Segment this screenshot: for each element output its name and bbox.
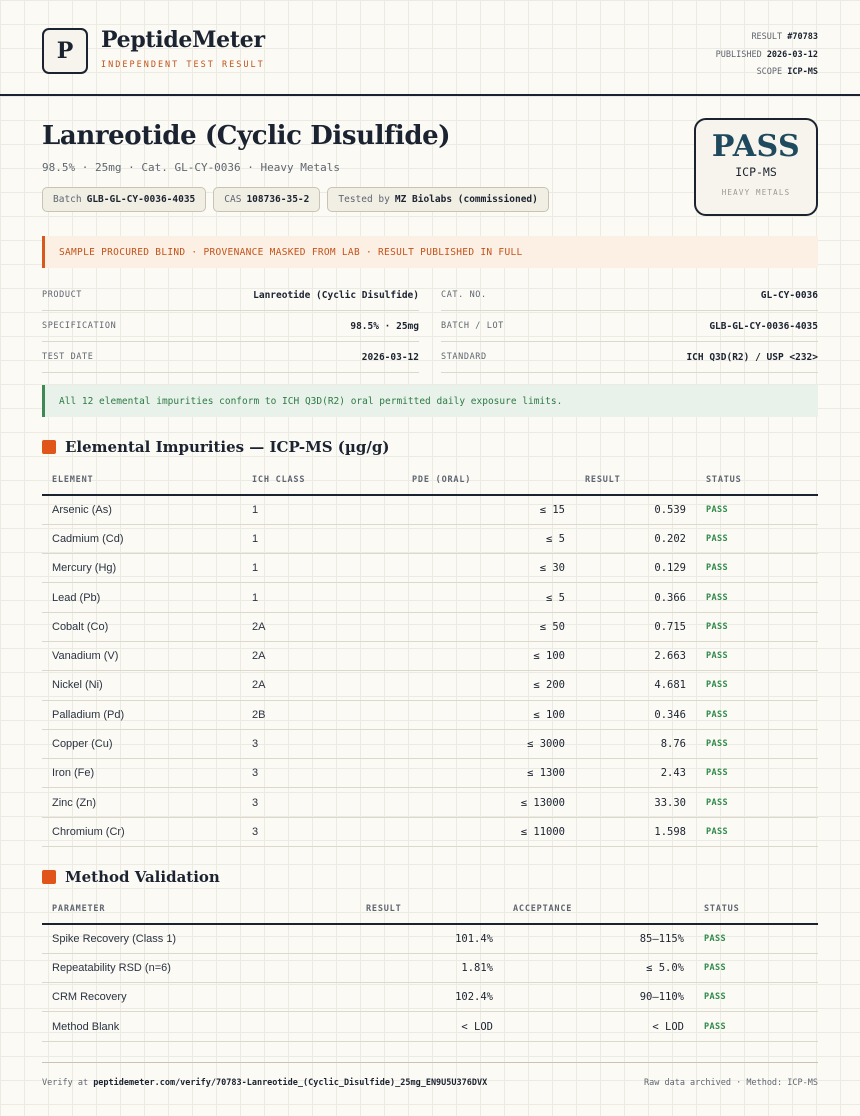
pde-limit: ≤ 100 bbox=[402, 641, 575, 670]
status-badge: PASS bbox=[696, 641, 818, 670]
result-value: 0.715 bbox=[575, 612, 696, 641]
table-header-row bbox=[42, 466, 818, 495]
verify-line: Verify at peptidemeter.com/verify/70783-Lanreotide_(Cyclic_Disulfide)_25mg_EN9U5U376DVX bbox=[42, 1077, 488, 1088]
column-header: RESULT bbox=[575, 466, 696, 495]
info-row: BATCH / LOT GLB-GL-CY-0036-4035 bbox=[441, 311, 818, 342]
pde-limit: ≤ 200 bbox=[402, 671, 575, 700]
validation-table bbox=[42, 895, 818, 1042]
status-badge: PASS bbox=[696, 524, 818, 553]
validation-title: Method Validation bbox=[65, 868, 220, 886]
info-right-column bbox=[441, 280, 818, 373]
ich-class: 2A bbox=[242, 671, 402, 700]
logo-mark: P bbox=[42, 28, 88, 74]
result-value: 33.30 bbox=[575, 788, 696, 817]
column-header: PARAMETER bbox=[42, 895, 356, 924]
result-value: 2.663 bbox=[575, 641, 696, 670]
element-name: Palladium (Pd) bbox=[42, 700, 242, 729]
pde-limit: ≤ 13000 bbox=[402, 788, 575, 817]
info-row: TEST DATE 2026-03-12 bbox=[42, 342, 419, 373]
tested-by-chip: Tested by MZ Biolabs (commissioned) bbox=[327, 187, 548, 212]
pde-limit: ≤ 1300 bbox=[402, 759, 575, 788]
status-badge: PASS bbox=[694, 924, 818, 953]
info-left-column bbox=[42, 280, 419, 373]
ich-class: 3 bbox=[242, 729, 402, 758]
section-marker-icon bbox=[42, 440, 56, 454]
ich-class: 1 bbox=[242, 583, 402, 612]
result-value: 4.681 bbox=[575, 671, 696, 700]
acceptance-range: ≤ 5.0% bbox=[503, 953, 694, 982]
status-badge: PASS bbox=[696, 759, 818, 788]
result-value: 8.76 bbox=[575, 729, 696, 758]
status-badge: PASS bbox=[696, 729, 818, 758]
element-name: Cadmium (Cd) bbox=[42, 524, 242, 553]
pde-limit: ≤ 5 bbox=[402, 583, 575, 612]
ich-class: 2A bbox=[242, 612, 402, 641]
pde-limit: ≤ 5 bbox=[402, 524, 575, 553]
status-badge: PASS bbox=[696, 671, 818, 700]
table-row bbox=[42, 788, 818, 817]
column-header: PDE (ORAL) bbox=[402, 466, 575, 495]
table-row bbox=[42, 671, 818, 700]
column-header: ACCEPTANCE bbox=[503, 895, 694, 924]
element-name: Arsenic (As) bbox=[42, 495, 242, 524]
info-row: PRODUCT Lanreotide (Cyclic Disulfide) bbox=[42, 280, 419, 311]
ich-class: 3 bbox=[242, 817, 402, 846]
table-row bbox=[42, 983, 818, 1012]
column-header: STATUS bbox=[696, 466, 818, 495]
product-title: Lanreotide (Cyclic Disulfide) bbox=[42, 121, 451, 151]
pde-limit: ≤ 15 bbox=[402, 495, 575, 524]
result-value: 2.43 bbox=[575, 759, 696, 788]
impurities-table bbox=[42, 466, 818, 847]
pde-limit: ≤ 30 bbox=[402, 554, 575, 583]
parameter-name: Method Blank bbox=[42, 1012, 356, 1041]
info-row: SPECIFICATION 98.5% · 25mg bbox=[42, 311, 419, 342]
table-row bbox=[42, 495, 818, 524]
ich-class: 1 bbox=[242, 495, 402, 524]
cas-chip: CAS 108736-35-2 bbox=[213, 187, 320, 212]
pde-limit: ≤ 100 bbox=[402, 700, 575, 729]
ich-class: 1 bbox=[242, 524, 402, 553]
brand-tagline: INDEPENDENT TEST RESULT bbox=[101, 60, 265, 70]
result-value: < LOD bbox=[356, 1012, 503, 1041]
column-header: ICH CLASS bbox=[242, 466, 402, 495]
impurities-section-header bbox=[42, 438, 389, 456]
table-header-row bbox=[42, 895, 818, 924]
stamp-method: ICP-MS bbox=[735, 165, 777, 179]
column-header: RESULT bbox=[356, 895, 503, 924]
table-row bbox=[42, 759, 818, 788]
archive-note: Raw data archived · Method: ICP-MS bbox=[644, 1077, 818, 1088]
column-header: STATUS bbox=[694, 895, 818, 924]
element-name: Chromium (Cr) bbox=[42, 817, 242, 846]
status-badge: PASS bbox=[694, 953, 818, 982]
parameter-name: CRM Recovery bbox=[42, 983, 356, 1012]
report-header bbox=[0, 0, 860, 96]
ich-class: 2A bbox=[242, 641, 402, 670]
table-row bbox=[42, 924, 818, 953]
element-name: Mercury (Hg) bbox=[42, 554, 242, 583]
report-meta bbox=[716, 29, 818, 82]
result-value: 0.539 bbox=[575, 495, 696, 524]
acceptance-range: < LOD bbox=[503, 1012, 694, 1041]
element-name: Copper (Cu) bbox=[42, 729, 242, 758]
result-value: 1.598 bbox=[575, 817, 696, 846]
stamp-panel: HEAVY METALS bbox=[721, 188, 791, 197]
impurities-title: Elemental Impurities — ICP-MS (µg/g) bbox=[65, 438, 390, 456]
ich-class: 1 bbox=[242, 554, 402, 583]
stamp-verdict: PASS bbox=[711, 129, 801, 164]
pass-stamp bbox=[694, 118, 818, 216]
scope: SCOPE ICP-MS bbox=[756, 67, 818, 77]
table-row bbox=[42, 729, 818, 758]
ich-class: 3 bbox=[242, 759, 402, 788]
batch-chip: Batch GLB-GL-CY-0036-4035 bbox=[42, 187, 206, 212]
status-badge: PASS bbox=[696, 817, 818, 846]
status-badge: PASS bbox=[694, 983, 818, 1012]
pde-limit: ≤ 3000 bbox=[402, 729, 575, 758]
table-row bbox=[42, 700, 818, 729]
element-name: Zinc (Zn) bbox=[42, 788, 242, 817]
published-date: PUBLISHED 2026-03-12 bbox=[715, 49, 818, 60]
table-row bbox=[42, 817, 818, 846]
result-value: 1.81% bbox=[356, 953, 503, 982]
result-value: 0.346 bbox=[575, 700, 696, 729]
ich-class: 3 bbox=[242, 788, 402, 817]
validation-table-body bbox=[42, 924, 818, 1041]
table-row bbox=[42, 953, 818, 982]
result-value: 102.4% bbox=[356, 983, 503, 1012]
validation-section-header bbox=[42, 868, 220, 886]
report-footer bbox=[42, 1062, 818, 1102]
status-badge: PASS bbox=[696, 583, 818, 612]
parameter-name: Repeatability RSD (n=6) bbox=[42, 953, 356, 982]
status-badge: PASS bbox=[696, 788, 818, 817]
status-badge: PASS bbox=[696, 612, 818, 641]
section-marker-icon bbox=[42, 870, 56, 884]
result-value: 0.366 bbox=[575, 583, 696, 612]
element-name: Nickel (Ni) bbox=[42, 671, 242, 700]
info-row: CAT. NO. GL-CY-0036 bbox=[441, 280, 818, 311]
conformance-banner: All 12 elemental impurities conform to ICH Q3D(R2) oral permitted daily exposure limits. bbox=[42, 385, 818, 417]
ich-class: 2B bbox=[242, 700, 402, 729]
pde-limit: ≤ 11000 bbox=[402, 817, 575, 846]
acceptance-range: 90–110% bbox=[503, 983, 694, 1012]
table-row bbox=[42, 524, 818, 553]
element-name: Lead (Pb) bbox=[42, 583, 242, 612]
result-value: 0.202 bbox=[575, 524, 696, 553]
product-subtitle: 98.5% · 25mg · Cat. GL-CY-0036 · Heavy Metals bbox=[42, 161, 341, 174]
status-badge: PASS bbox=[694, 1012, 818, 1041]
product-chips bbox=[42, 187, 549, 212]
table-row bbox=[42, 583, 818, 612]
element-name: Cobalt (Co) bbox=[42, 612, 242, 641]
result-value: 0.129 bbox=[575, 554, 696, 583]
impurities-table-body bbox=[42, 495, 818, 847]
table-row bbox=[42, 612, 818, 641]
result-value: 101.4% bbox=[356, 924, 503, 953]
status-badge: PASS bbox=[696, 700, 818, 729]
status-badge: PASS bbox=[696, 554, 818, 583]
blind-notice-banner: SAMPLE PROCURED BLIND · PROVENANCE MASKED FROM LAB · RESULT PUBLISHED IN FULL bbox=[42, 236, 818, 268]
table-row bbox=[42, 554, 818, 583]
brand-name: PeptideMeter bbox=[101, 27, 265, 53]
element-name: Vanadium (V) bbox=[42, 641, 242, 670]
element-name: Iron (Fe) bbox=[42, 759, 242, 788]
table-row bbox=[42, 641, 818, 670]
result-number: RESULT #70783 bbox=[751, 32, 818, 42]
parameter-name: Spike Recovery (Class 1) bbox=[42, 924, 356, 953]
info-row: STANDARD ICH Q3D(R2) / USP <232> bbox=[441, 342, 818, 373]
pde-limit: ≤ 50 bbox=[402, 612, 575, 641]
acceptance-range: 85–115% bbox=[503, 924, 694, 953]
status-badge: PASS bbox=[696, 495, 818, 524]
column-header: ELEMENT bbox=[42, 466, 242, 495]
table-row bbox=[42, 1012, 818, 1041]
verify-link[interactable]: peptidemeter.com/verify/70783-Lanreotide_(Cyclic_Disulfide)_25mg_EN9U5U376DVX bbox=[93, 1077, 488, 1088]
